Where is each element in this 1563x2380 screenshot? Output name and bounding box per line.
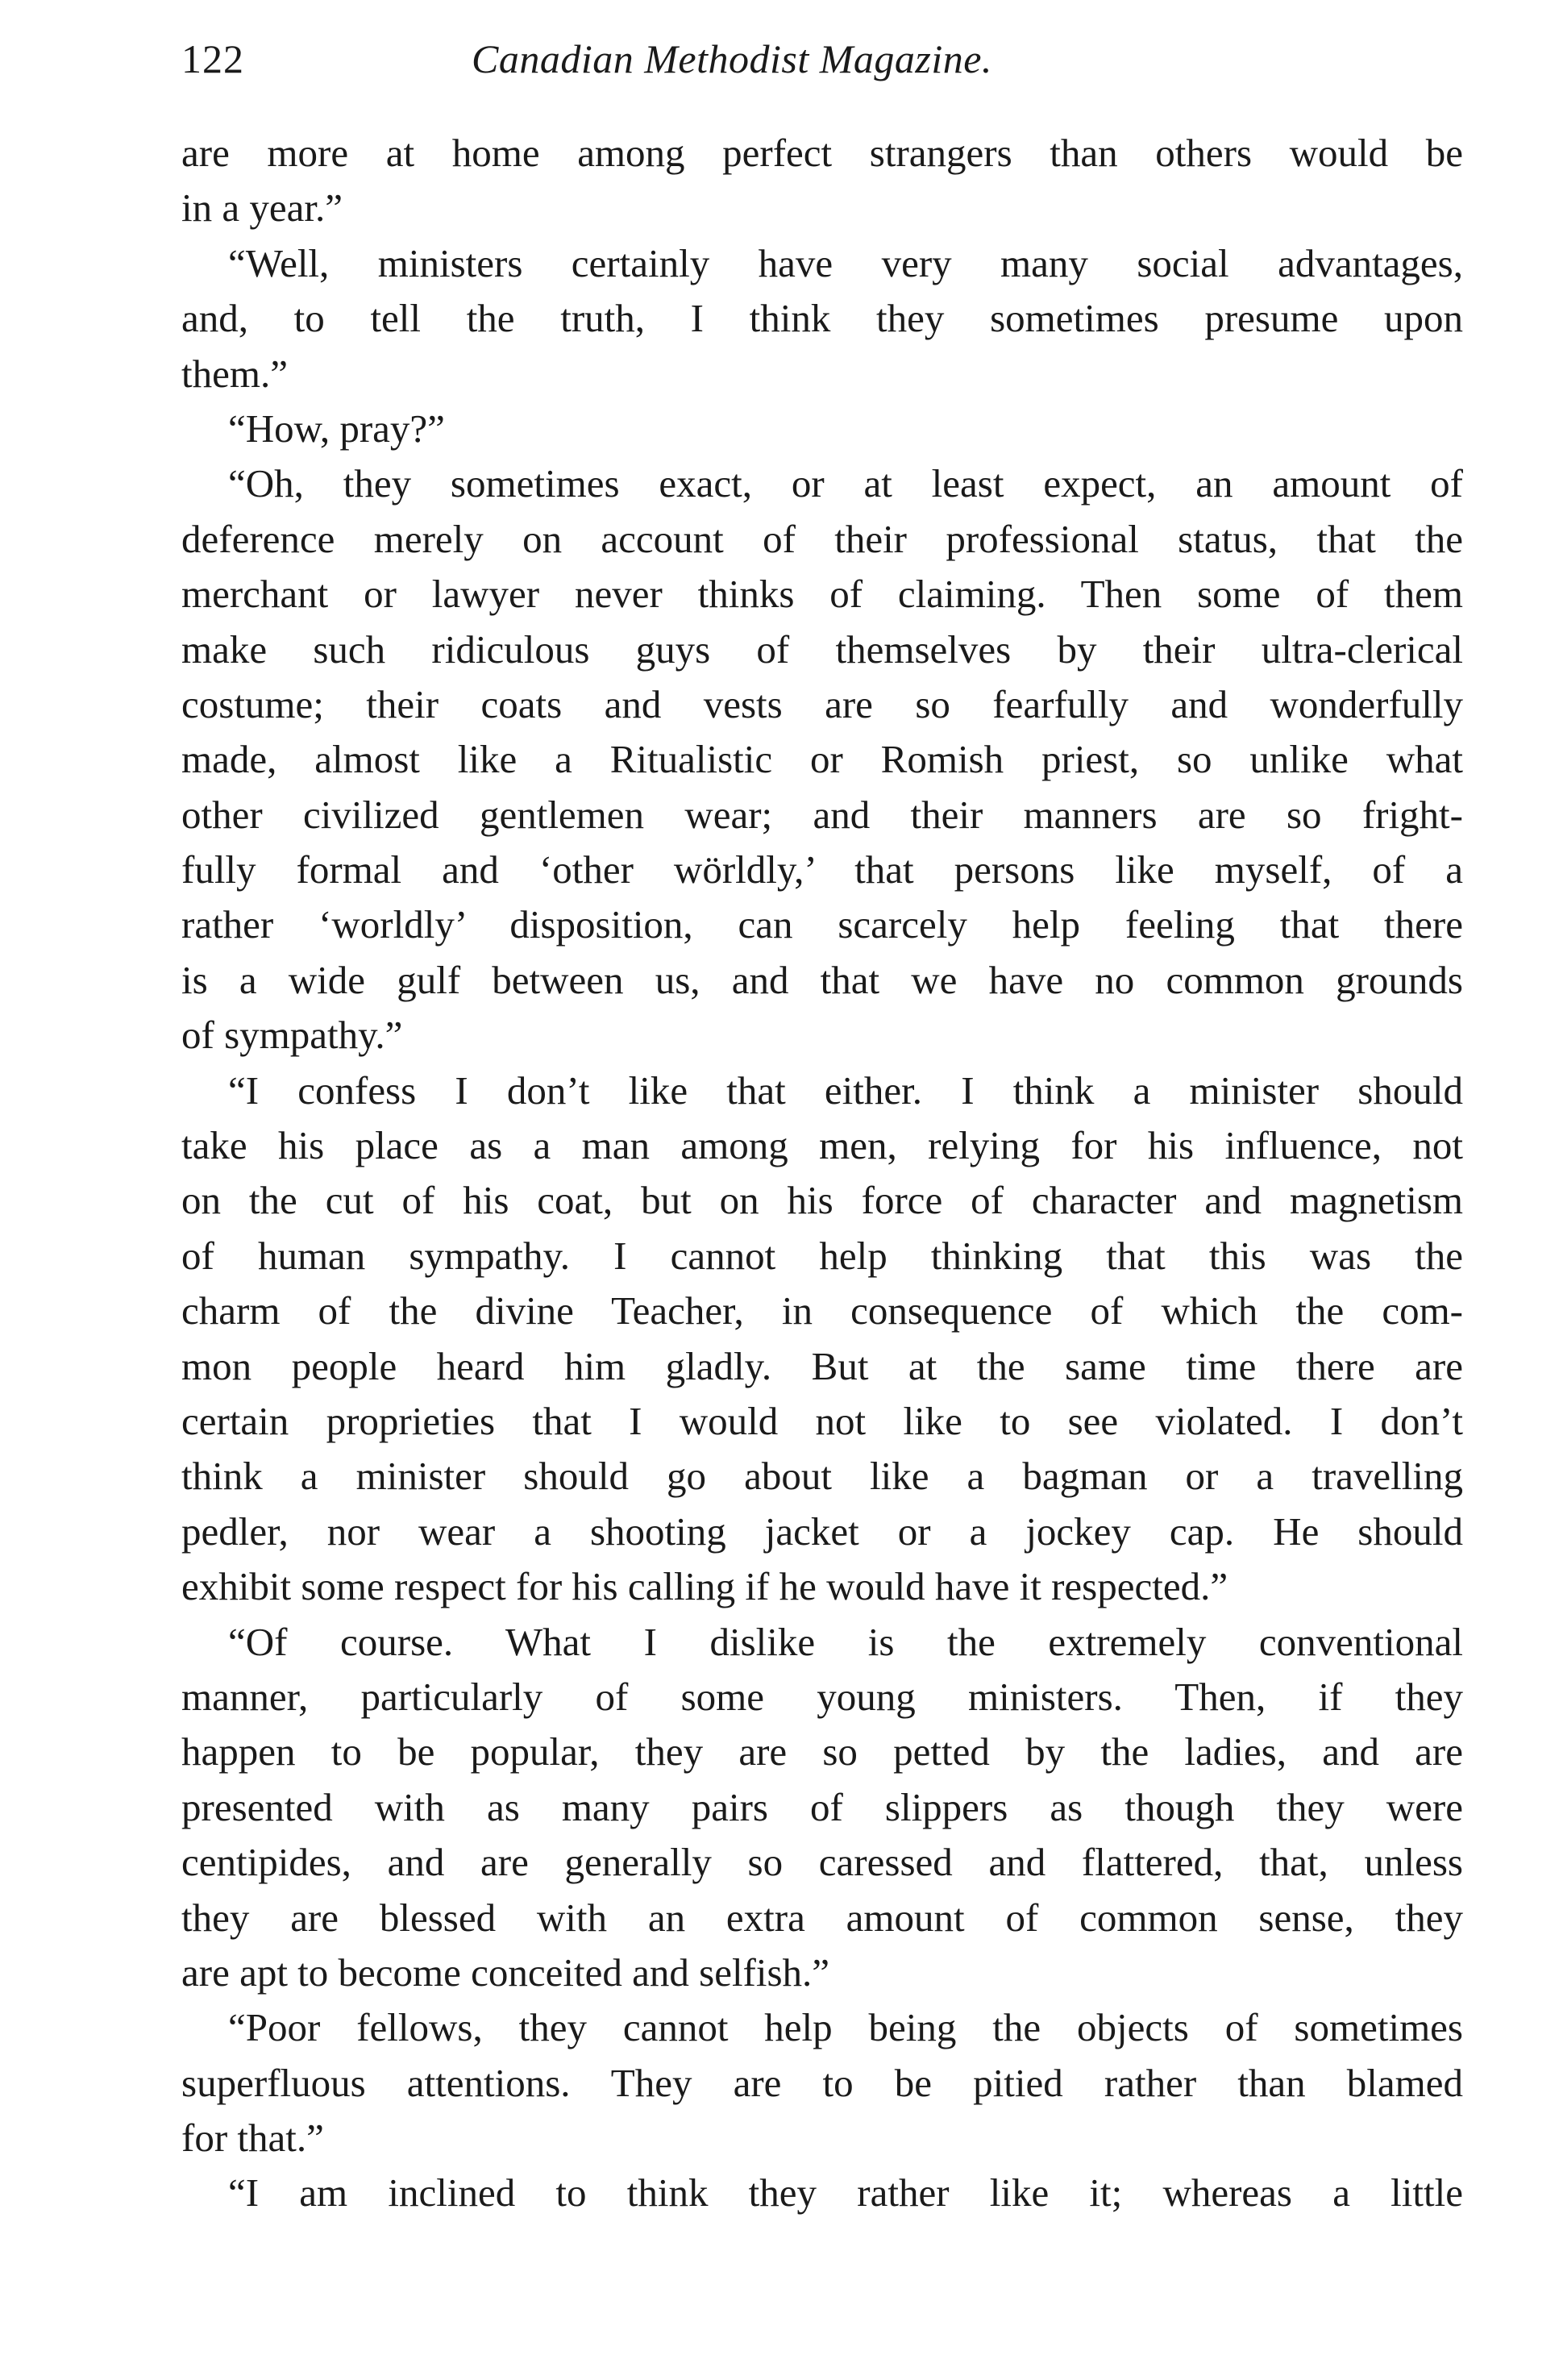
text-line: merchant or lawyer never thinks of claiming. Then some of them bbox=[181, 572, 1463, 617]
running-title: Canadian Methodist Magazine. bbox=[472, 36, 992, 81]
text-line: make such ridiculous guys of themselves by their ultra-clerical bbox=[181, 626, 1463, 672]
text-line: “Of course. What I dislike is the extremely conventional bbox=[228, 1619, 1463, 1664]
text-line: superfluous attentions. They are to be pitied rather than blamed bbox=[181, 2060, 1463, 2105]
page-number: 122 bbox=[181, 36, 244, 81]
running-head bbox=[181, 31, 1463, 87]
text-line: charm of the divine Teacher, in consequence of which the com- bbox=[181, 1288, 1463, 1334]
text-line: exhibit some respect for his calling if he would have it respected.” bbox=[181, 1564, 1228, 1609]
text-line: pedler, nor wear a shooting jacket or a jockey cap. He should bbox=[181, 1508, 1463, 1554]
text-line: deference merely on account of their professional status, that the bbox=[181, 516, 1463, 561]
text-line: rather ‘worldly’ disposition, can scarcely help feeling that there bbox=[181, 902, 1463, 947]
text-line: made, almost like a Ritualistic or Romish priest, so unlike what bbox=[181, 737, 1463, 782]
text-line: they are blessed with an extra amount of common sense, they bbox=[181, 1895, 1463, 1940]
text-line: “How, pray?” bbox=[228, 406, 445, 451]
text-line: mon people heard him gladly. But at the same time there are bbox=[181, 1343, 1463, 1388]
text-line: “I confess I don’t like that either. I think a minister should bbox=[228, 1067, 1463, 1113]
text-line: of human sympathy. I cannot help thinking that this was the bbox=[181, 1233, 1463, 1278]
text-line: take his place as a man among men, relying for his influence, not bbox=[181, 1123, 1463, 1168]
text-line: are more at home among perfect strangers than others would be bbox=[181, 131, 1463, 175]
text-line: is a wide gulf between us, and that we have no common grounds bbox=[181, 957, 1463, 1002]
text-line: “Poor fellows, they cannot help being the objects of sometimes bbox=[228, 2005, 1463, 2050]
text-line: fully formal and ‘other wörldly,’ that persons like myself, of a bbox=[181, 847, 1463, 892]
text-line: “I am inclined to think they rather like it; whereas a little bbox=[228, 2170, 1463, 2216]
text-line: costume; their coats and vests are so fearfully and wonderfully bbox=[181, 681, 1463, 726]
text-line: centipides, and are generally so caressed and flattered, that, unless bbox=[181, 1840, 1463, 1885]
text-line: them.” bbox=[181, 351, 288, 396]
text-line: of sympathy.” bbox=[181, 1013, 403, 1058]
text-line: for that.” bbox=[181, 2116, 324, 2161]
text-line: on the cut of his coat, but on his force of character and magnetism bbox=[181, 1178, 1463, 1223]
text-line: happen to be popular, they are so petted by the ladies, and are bbox=[181, 1729, 1463, 1775]
text-line: presented with as many pairs of slippers as though they were bbox=[181, 1784, 1463, 1829]
text-line: certain proprieties that I would not like to see violated. I don’t bbox=[181, 1398, 1463, 1443]
text-line: manner, particularly of some young ministers. Then, if they bbox=[181, 1674, 1463, 1719]
body-text bbox=[181, 126, 1463, 2221]
text-line: “Well, ministers certainly have very many social advantages, bbox=[228, 240, 1463, 285]
text-line: are apt to become conceited and selfish.” bbox=[181, 1949, 830, 1995]
text-line: think a minister should go about like a bagman or a travelling bbox=[181, 1454, 1463, 1499]
text-line: “Oh, they sometimes exact, or at least expect, an amount of bbox=[228, 461, 1463, 506]
text-line: in a year.” bbox=[181, 185, 343, 231]
text-line: other civilized gentlemen wear; and their manners are so fright- bbox=[181, 792, 1463, 837]
text-line: and, to tell the truth, I think they sometimes presume upon bbox=[181, 296, 1463, 341]
